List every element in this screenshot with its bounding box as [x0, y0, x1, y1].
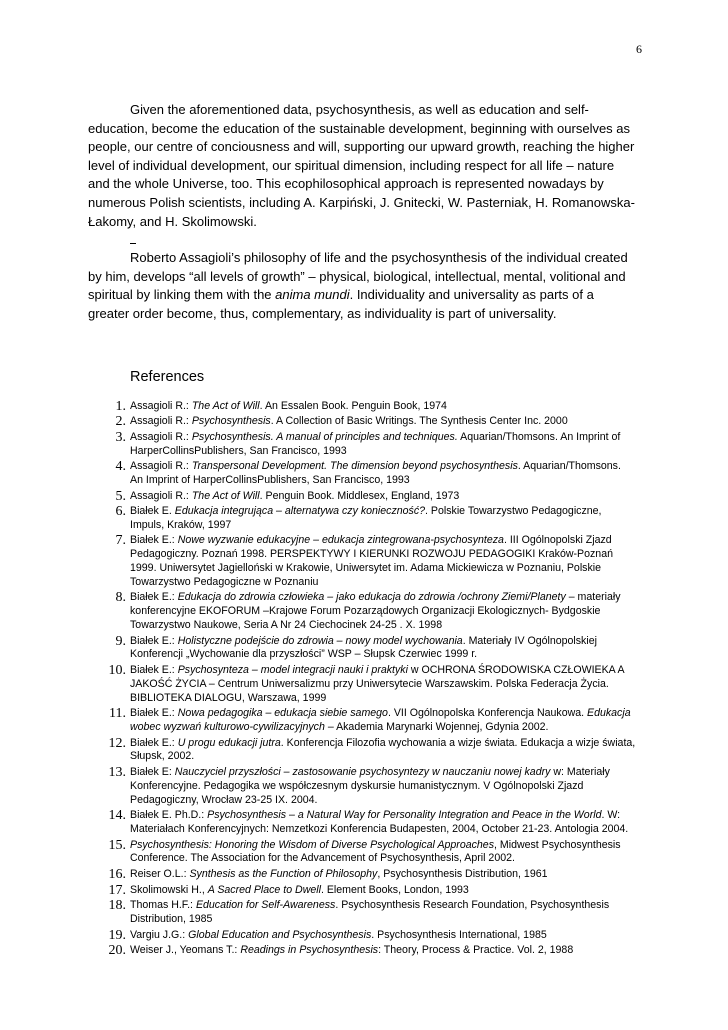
reference-author: Reiser O.L.: [130, 867, 190, 880]
reference-number: 6. [115, 504, 126, 520]
reference-item [88, 899, 636, 927]
reference-details: . Psychosynthesis International, 1985 [371, 928, 547, 941]
reference-title: Education for Self-Awareness [195, 899, 336, 912]
reference-item [88, 707, 636, 735]
reference-details: . Element Books, London, 1993 [320, 883, 469, 896]
reference-number: 18. [108, 898, 126, 914]
reference-title: The Act of Will [191, 399, 260, 412]
reference-number: 12. [108, 735, 126, 751]
reference-author: Białek E.: [130, 736, 178, 749]
reference-title: A Sacred Place to Dwell [207, 883, 321, 896]
paragraph-text: . Individuality and universality as parts of a greater order become, thus, complementary, as individuality is part of universality. [88, 287, 594, 321]
reference-details: . Konferencja Filozofia wychowania a wizje świata. Edukacja a wizje świata, Słupsk, 2002. [130, 736, 636, 763]
reference-item [88, 839, 636, 867]
reference-title: Psychosynthesis [191, 415, 271, 428]
references-heading: References [130, 368, 205, 385]
reference-author: Białek E.: [130, 707, 178, 720]
paragraph-italic-term: anima mundi [275, 287, 350, 303]
reference-author: Vargiu J.G.: [130, 928, 189, 941]
body-paragraph-1: Given the aforementioned data, psychosynthesis, as well as education and self-education, become the education of the sustainable development, beginning with ourselves as people, our centre of conciousness and will, supporting our upward growth, reaching the higher level of individual development, our spiritual dimension, including respect for all life – nature and the whole Universe, too. This ecophilosophical approach is represented nowadays by numerous Polish scientists, including A. Karpiński, J. Gnitecki, W. Pasterniak, H. Romanowska- Łakomy, and H. Skolimowski. [88, 102, 635, 229]
reference-details: , Midwest Psychosynthesis Conference. The Association for the Advancement of Psychosynthesis, April 2002. [130, 838, 621, 865]
reference-item [88, 809, 636, 837]
reference-item [88, 737, 636, 765]
reference-item [88, 534, 636, 589]
reference-author: Assagioli R.: [130, 489, 192, 502]
reference-details: w OCHRONA ŚRODOWISKA CZŁOWIEKA A JAKOŚĆ ŻYCIA – Centrum Uniwersalizmu przy Uniwersytecie Warszawskim. Polska Federacja Życia. BIBLIOTEKA DIALOGU, Warszawa, 1999 [130, 664, 624, 704]
reference-item [88, 944, 636, 958]
reference-author: Białek E: [130, 766, 175, 779]
reference-item [88, 635, 636, 663]
reference-number: 14. [108, 808, 126, 824]
reference-item [88, 766, 636, 807]
reference-item [88, 868, 636, 882]
reference-title: Nowe wyzwanie edukacyjne – edukacja zintegrowana-psychosynteza [177, 534, 504, 547]
reference-item [88, 415, 636, 429]
references-list [88, 400, 636, 958]
reference-author: Białek E.: [130, 634, 178, 647]
reference-number: 5. [115, 488, 126, 504]
reference-author: Białek E.: [130, 664, 178, 677]
reference-details: : Theory, Process & Practice. Vol. 2, 1988 [378, 944, 574, 957]
reference-number: 10. [108, 663, 126, 679]
reference-item [88, 884, 636, 898]
reference-item [88, 400, 636, 414]
reference-details: Aquarian/Thomsons. An Imprint of HarperCollinsPublishers, San Francisco, 1993 [130, 430, 621, 457]
reference-number: 20. [108, 943, 126, 959]
reference-author: Białek E. [130, 505, 175, 518]
reference-details: – materiały konferencyjne EKOFORUM –Krajowe Forum Pozarządowych Organizacji Ekologicznych- Bydgoskie Towarzystwo Naukowe, Seria A Nr 24 Ciechocinek 24-25 . X. 1998 [130, 591, 621, 632]
reference-author: Assagioli R.: [130, 460, 192, 473]
reference-number: 17. [108, 882, 126, 898]
reference-author: Weiser J., Yeomans T.: [130, 944, 241, 957]
reference-author: Białek E.: [130, 591, 178, 604]
reference-author: Assagioli R.: [130, 430, 192, 443]
paragraph-text: Roberto Assagioli’s philosophy of life and the psychosynthesis of the individual created by him, develops “all levels of growth” – physical, biological, intellectual, mental, volitional and spiritual by linking them with the [88, 250, 628, 303]
reference-title: Holistyczne podejście do zdrowia – nowy model wychowania [177, 634, 463, 647]
reference-details: . Polskie Towarzystwo Pedagogiczne, Impuls, Kraków, 1997 [130, 505, 602, 531]
reference-details-secondary: – Akademia Marynarki Wojennej, Gdynia 2002. [324, 721, 549, 734]
reference-item [88, 431, 636, 459]
reference-author: Skolimowski H., [130, 883, 208, 896]
reference-details: . W: Materiałach Konferencyjnych: Nemzetkozi Konferencia Budapesten, 2004, October 21-23. Antologia 2004. [130, 809, 629, 835]
reference-item [88, 460, 636, 488]
reference-title: Edukacja integrująca – alternatywa czy konieczność? [174, 505, 426, 518]
reference-details: , Psychosynthesis Distribution, 1961 [377, 867, 548, 880]
reference-title: Nowa pedagogika – edukacja siebie samego [177, 707, 388, 720]
reference-author: Thomas H.F.: [130, 899, 196, 912]
reference-author: Białek E. Ph.D.: [130, 809, 208, 822]
reference-details: . A Collection of Basic Writings. The Synthesis Center Inc. 2000 [270, 415, 568, 428]
body-paragraph-2 [88, 249, 636, 323]
reference-title: U progu edukacji jutra [177, 736, 281, 749]
reference-number: 4. [115, 459, 126, 475]
reference-item [88, 591, 636, 632]
reference-details: . An Essalen Book. Penguin Book, 1974 [259, 399, 447, 412]
paragraph-separator [130, 231, 636, 249]
reference-number: 2. [115, 414, 126, 430]
reference-item [88, 929, 636, 943]
reference-title: Readings in Psychosynthesis [240, 944, 379, 957]
reference-title: Global Education and Psychosynthesis [188, 928, 372, 941]
reference-title: Psychosynthesis: Honoring the Wisdom of Diverse Psychological Approaches [130, 838, 494, 851]
reference-details: w: Materiały Konferencyjne. Pedagogika we współczesnym dyskursie humanistycznym. V Ogólnopolski Zjazd Pedagogiczny, Wrocław 23-25 IX. 2004. [130, 766, 610, 806]
reference-details: . Psychosynthesis Research Foundation, Psychosynthesis Distribution, 1985 [130, 899, 610, 925]
reference-number: 16. [108, 866, 126, 882]
reference-number: 11. [109, 706, 126, 722]
reference-number: 19. [108, 927, 126, 943]
reference-number: 7. [115, 533, 126, 549]
reference-number: 1. [115, 398, 126, 414]
reference-details: . Penguin Book. Middlesex, England, 1973 [259, 489, 460, 502]
reference-number: 3. [115, 429, 126, 445]
reference-item [88, 664, 636, 705]
reference-details: . VII Ogólnopolska Konferencja Naukowa. [387, 707, 588, 720]
reference-number: 8. [115, 590, 126, 606]
reference-author: Białek E.: [130, 534, 178, 547]
reference-title-secondary: Edukacja wobec wyzwań kulturowo-cywilizacyjnych [130, 707, 631, 734]
page-content [88, 101, 636, 960]
reference-title: Psychosynthesis – a Natural Way for Personality Integration and Peace in the World [207, 809, 602, 822]
reference-title: Transpersonal Development. The dimension beyond psychosynthesis [191, 460, 518, 473]
reference-details: . Materiały IV Ogólnopolskiej Konferencji „Wychowanie dla przyszłości” WSP – Słupsk Czerwiec 1999 r. [130, 634, 597, 661]
reference-author: Assagioli R.: [130, 415, 192, 428]
reference-author: Assagioli R.: [130, 399, 192, 412]
reference-title: Edukacja do zdrowia człowieka – jako edukacja do zdrowia /ochrony Ziemi/Planety [177, 591, 566, 604]
reference-item [88, 490, 636, 504]
reference-details: . III Ogólnopolski Zjazd Pedagogiczny. Poznań 1998. PERSPEKTYWY I KIERUNKI ROZWOJU PEDAGOGIKI Kraków-Poznań 1999. Uniwersytet Jagielloński w Krakowie, Uniwersytet im. Adama Mickiewicza w Poznaniu, Polskie Towarzystwo Pedagogiczne w Poznaniu [130, 534, 613, 588]
page-number: 6 [636, 42, 642, 56]
reference-title: Nauczyciel przyszłości – zastosowanie psychosyntezy w nauczaniu nowej kadry [174, 766, 551, 779]
reference-title: Psychosynteza – model integracji nauki i praktyki [177, 664, 408, 677]
reference-details: . Aquarian/Thomsons. An Imprint of HarperCollinsPublishers, San Francisco, 1993 [130, 460, 621, 486]
reference-number: 13. [108, 765, 126, 781]
reference-number: 9. [115, 633, 126, 649]
reference-title: Psychosynthesis. A manual of principles and techniques. [191, 430, 458, 443]
reference-title: The Act of Will [191, 489, 260, 502]
reference-number: 15. [108, 837, 126, 853]
reference-item [88, 505, 636, 533]
reference-title: Synthesis as the Function of Philosophy [189, 867, 378, 880]
